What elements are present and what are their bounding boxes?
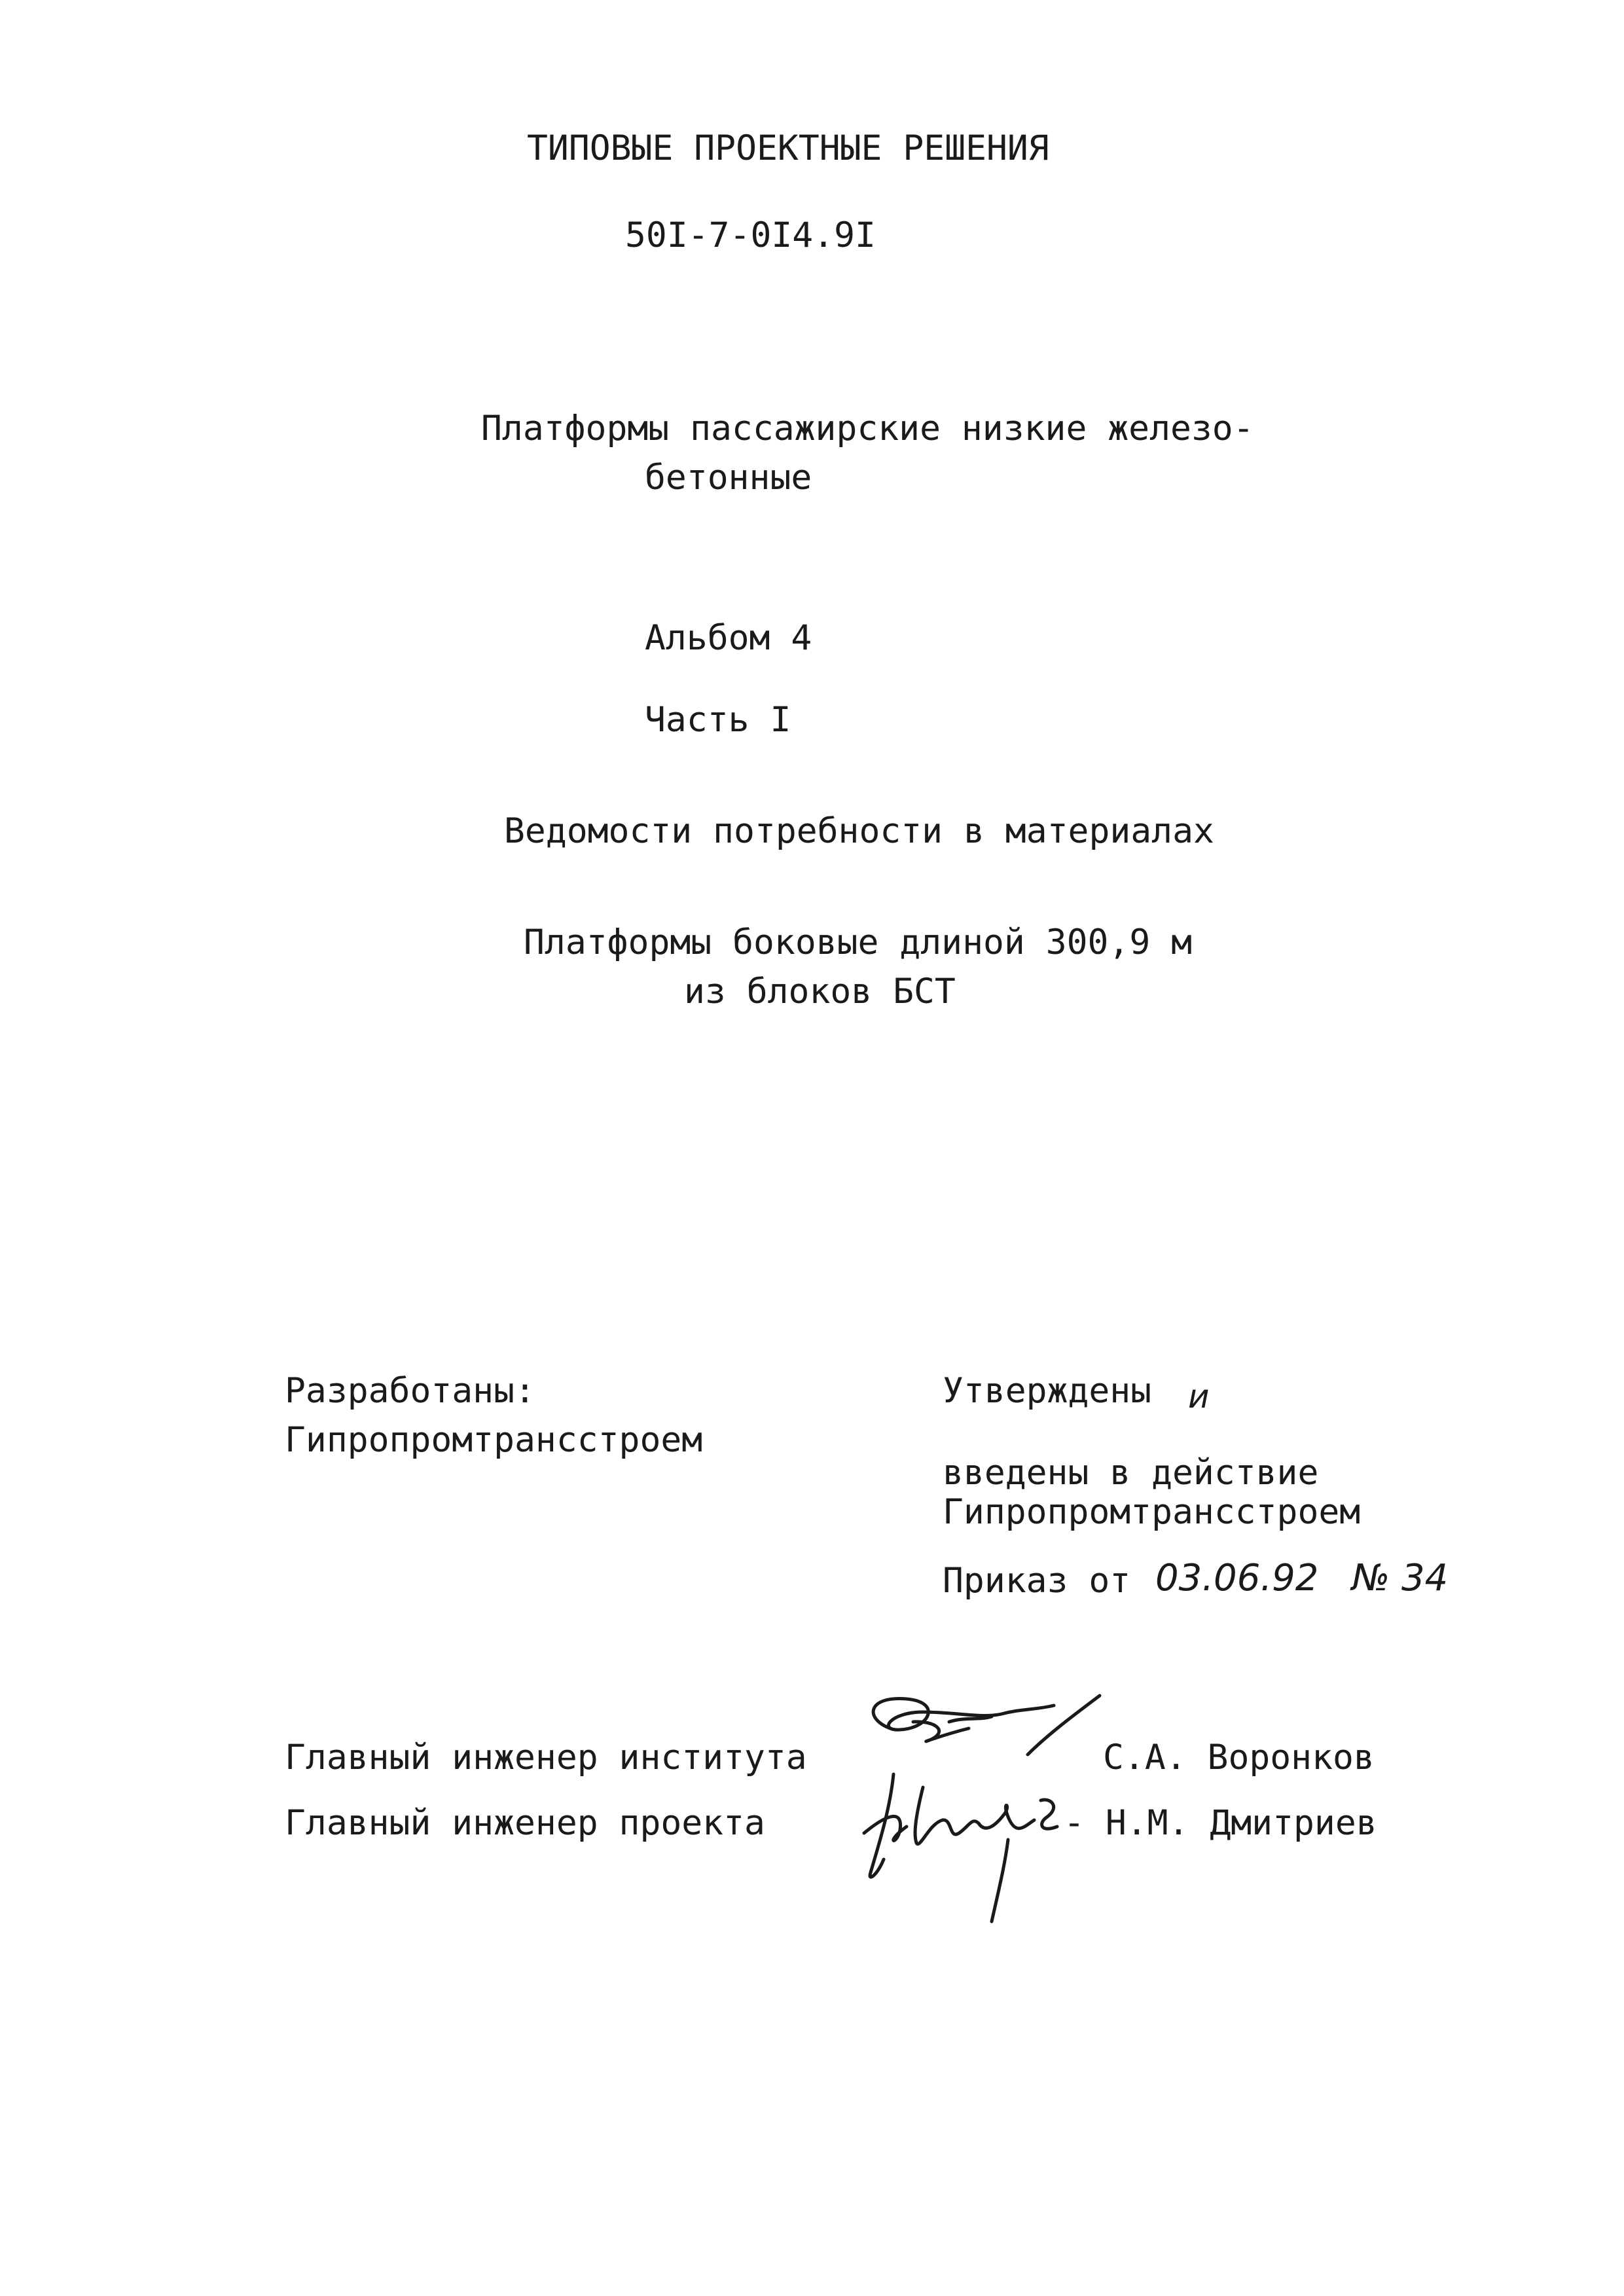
signatory-name-2: - Н.М. Дмитриев [1064, 1803, 1377, 1843]
part-label: Часть I [645, 700, 791, 740]
description-line-1: Платформы боковые длиной 300,9 м [524, 922, 1193, 962]
album-label: Альбом 4 [645, 618, 812, 658]
subject-title: Ведомости потребности в материалах [504, 811, 1214, 851]
approved-handwritten-and: и [1188, 1377, 1210, 1415]
description-line-2: из блоков БСТ [684, 972, 956, 1011]
order-number: № 34 [1352, 1557, 1449, 1599]
developed-label: Разработаны: [285, 1371, 535, 1411]
signatory-role-1: Главный инженер института [285, 1738, 807, 1777]
order-date: 03.06.92 [1155, 1557, 1319, 1599]
signatory-role-2: Главный инженер проекта [285, 1803, 765, 1843]
approved-line-2: введены в действие [943, 1453, 1319, 1493]
signature-chief-engineer-institute [851, 1683, 1126, 1774]
signatory-name-1: С.А. Воронков [1103, 1738, 1375, 1777]
document-code: 50I-7-0I4.9I [625, 215, 876, 255]
title-line-1: Платформы пассажирские низкие железо- [481, 409, 1254, 448]
developed-organization: Гипропромтрансстроем [285, 1420, 703, 1460]
approved-label: Утверждены [943, 1371, 1152, 1411]
title-line-2: бетонные [645, 458, 812, 498]
order-label: Приказ от [943, 1561, 1131, 1601]
signature-chief-engineer-project [844, 1761, 1093, 1931]
approved-organization: Гипропромтрансстроем [943, 1492, 1361, 1532]
series-title: ТИПОВЫЕ ПРОЕКТНЫЕ РЕШЕНИЯ [527, 128, 1049, 168]
